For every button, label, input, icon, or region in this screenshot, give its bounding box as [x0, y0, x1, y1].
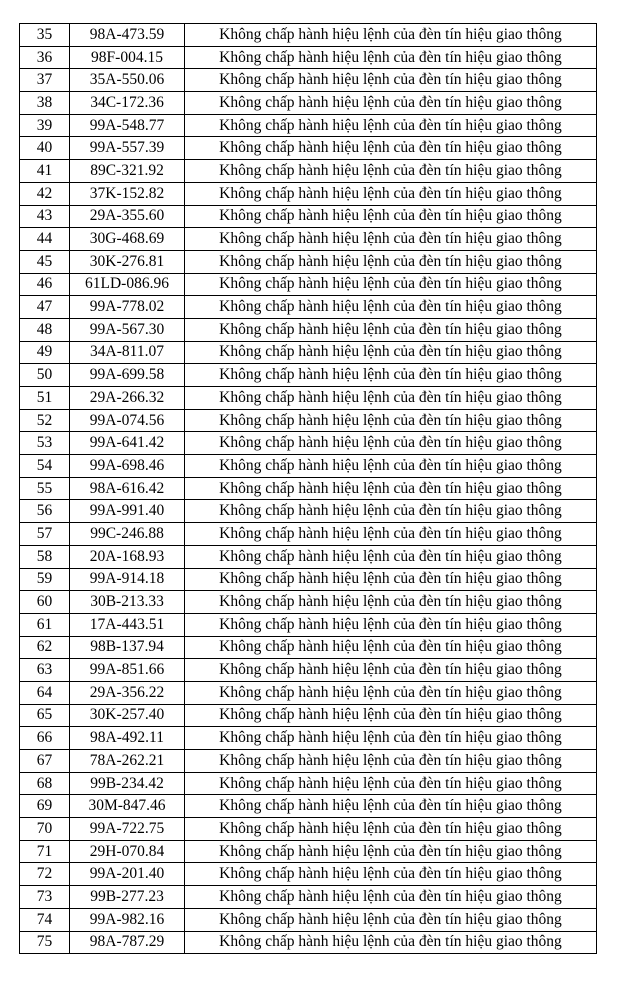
- row-number-cell: 75: [20, 931, 70, 954]
- license-plate-cell: 99A-641.42: [70, 432, 185, 455]
- license-plate-cell: 78A-262.21: [70, 750, 185, 773]
- violation-cell: Không chấp hành hiệu lệnh của đèn tín hiệu giao thông: [185, 545, 597, 568]
- violation-cell: Không chấp hành hiệu lệnh của đèn tín hiệu giao thông: [185, 273, 597, 296]
- license-plate-cell: 99A-201.40: [70, 863, 185, 886]
- row-number-cell: 53: [20, 432, 70, 455]
- violation-cell: Không chấp hành hiệu lệnh của đèn tín hiệu giao thông: [185, 432, 597, 455]
- table-row: [20, 659, 597, 682]
- license-plate-cell: 34A-811.07: [70, 341, 185, 364]
- violation-cell: Không chấp hành hiệu lệnh của đèn tín hiệu giao thông: [185, 931, 597, 954]
- table-row: [20, 591, 597, 614]
- violation-cell: Không chấp hành hiệu lệnh của đèn tín hiệu giao thông: [185, 228, 597, 251]
- table-row: [20, 250, 597, 273]
- row-number-cell: 50: [20, 364, 70, 387]
- row-number-cell: 45: [20, 250, 70, 273]
- license-plate-cell: 30G-468.69: [70, 228, 185, 251]
- license-plate-cell: 98A-616.42: [70, 477, 185, 500]
- table-row: [20, 455, 597, 478]
- license-plate-cell: 99A-074.56: [70, 409, 185, 432]
- table-row: [20, 863, 597, 886]
- row-number-cell: 60: [20, 591, 70, 614]
- table-row: [20, 931, 597, 954]
- row-number-cell: 39: [20, 114, 70, 137]
- row-number-cell: 38: [20, 92, 70, 115]
- table-row: [20, 908, 597, 931]
- table-row: [20, 818, 597, 841]
- table-row: [20, 296, 597, 319]
- table-row: [20, 24, 597, 47]
- violation-cell: Không chấp hành hiệu lệnh của đèn tín hiệu giao thông: [185, 387, 597, 410]
- violation-cell: Không chấp hành hiệu lệnh của đèn tín hiệu giao thông: [185, 477, 597, 500]
- violation-cell: Không chấp hành hiệu lệnh của đèn tín hiệu giao thông: [185, 114, 597, 137]
- row-number-cell: 63: [20, 659, 70, 682]
- table-row: [20, 137, 597, 160]
- license-plate-cell: 99A-851.66: [70, 659, 185, 682]
- row-number-cell: 69: [20, 795, 70, 818]
- violation-cell: Không chấp hành hiệu lệnh của đèn tín hiệu giao thông: [185, 205, 597, 228]
- table-row: [20, 273, 597, 296]
- table-row: [20, 318, 597, 341]
- violation-cell: Không chấp hành hiệu lệnh của đèn tín hiệu giao thông: [185, 500, 597, 523]
- violation-cell: Không chấp hành hiệu lệnh của đèn tín hiệu giao thông: [185, 250, 597, 273]
- license-plate-cell: 30B-213.33: [70, 591, 185, 614]
- violation-cell: Không chấp hành hiệu lệnh của đèn tín hiệu giao thông: [185, 92, 597, 115]
- table-row: [20, 114, 597, 137]
- license-plate-cell: 99A-778.02: [70, 296, 185, 319]
- license-plate-cell: 89C-321.92: [70, 160, 185, 183]
- license-plate-cell: 99B-277.23: [70, 886, 185, 909]
- violation-cell: Không chấp hành hiệu lệnh của đèn tín hiệu giao thông: [185, 296, 597, 319]
- table-row: [20, 523, 597, 546]
- violation-cell: Không chấp hành hiệu lệnh của đèn tín hiệu giao thông: [185, 24, 597, 47]
- license-plate-cell: 29A-355.60: [70, 205, 185, 228]
- license-plate-cell: 99B-234.42: [70, 772, 185, 795]
- violation-cell: Không chấp hành hiệu lệnh của đèn tín hiệu giao thông: [185, 772, 597, 795]
- violation-cell: Không chấp hành hiệu lệnh của đèn tín hiệu giao thông: [185, 727, 597, 750]
- violation-cell: Không chấp hành hiệu lệnh của đèn tín hiệu giao thông: [185, 636, 597, 659]
- license-plate-cell: 99A-698.46: [70, 455, 185, 478]
- violation-cell: Không chấp hành hiệu lệnh của đèn tín hiệu giao thông: [185, 69, 597, 92]
- row-number-cell: 52: [20, 409, 70, 432]
- row-number-cell: 49: [20, 341, 70, 364]
- violations-table: [19, 23, 597, 954]
- license-plate-cell: 29A-266.32: [70, 387, 185, 410]
- table-row: [20, 228, 597, 251]
- violation-cell: Không chấp hành hiệu lệnh của đèn tín hiệu giao thông: [185, 591, 597, 614]
- table-row: [20, 160, 597, 183]
- row-number-cell: 51: [20, 387, 70, 410]
- violation-cell: Không chấp hành hiệu lệnh của đèn tín hiệu giao thông: [185, 908, 597, 931]
- violation-cell: Không chấp hành hiệu lệnh của đèn tín hiệu giao thông: [185, 409, 597, 432]
- violation-cell: Không chấp hành hiệu lệnh của đèn tín hiệu giao thông: [185, 523, 597, 546]
- license-plate-cell: 35A-550.06: [70, 69, 185, 92]
- row-number-cell: 70: [20, 818, 70, 841]
- license-plate-cell: 29H-070.84: [70, 840, 185, 863]
- violation-cell: Không chấp hành hiệu lệnh của đèn tín hiệu giao thông: [185, 318, 597, 341]
- table-row: [20, 545, 597, 568]
- table-row: [20, 886, 597, 909]
- table-row: [20, 772, 597, 795]
- table-row: [20, 69, 597, 92]
- license-plate-cell: 99A-567.30: [70, 318, 185, 341]
- license-plate-cell: 30K-257.40: [70, 704, 185, 727]
- license-plate-cell: 98B-137.94: [70, 636, 185, 659]
- violation-cell: Không chấp hành hiệu lệnh của đèn tín hiệu giao thông: [185, 840, 597, 863]
- license-plate-cell: 99A-722.75: [70, 818, 185, 841]
- license-plate-cell: 30M-847.46: [70, 795, 185, 818]
- table-row: [20, 750, 597, 773]
- table-row: [20, 681, 597, 704]
- row-number-cell: 44: [20, 228, 70, 251]
- table-row: [20, 409, 597, 432]
- table-row: [20, 568, 597, 591]
- license-plate-cell: 99A-699.58: [70, 364, 185, 387]
- row-number-cell: 37: [20, 69, 70, 92]
- table-row: [20, 92, 597, 115]
- violation-cell: Không chấp hành hiệu lệnh của đèn tín hiệu giao thông: [185, 455, 597, 478]
- row-number-cell: 47: [20, 296, 70, 319]
- violation-cell: Không chấp hành hiệu lệnh của đèn tín hiệu giao thông: [185, 613, 597, 636]
- violation-cell: Không chấp hành hiệu lệnh của đèn tín hiệu giao thông: [185, 704, 597, 727]
- license-plate-cell: 61LD-086.96: [70, 273, 185, 296]
- row-number-cell: 68: [20, 772, 70, 795]
- row-number-cell: 71: [20, 840, 70, 863]
- row-number-cell: 58: [20, 545, 70, 568]
- violation-cell: Không chấp hành hiệu lệnh của đèn tín hiệu giao thông: [185, 659, 597, 682]
- license-plate-cell: 99A-557.39: [70, 137, 185, 160]
- violation-cell: Không chấp hành hiệu lệnh của đèn tín hiệu giao thông: [185, 182, 597, 205]
- row-number-cell: 59: [20, 568, 70, 591]
- license-plate-cell: 98A-473.59: [70, 24, 185, 47]
- row-number-cell: 35: [20, 24, 70, 47]
- table-row: [20, 795, 597, 818]
- table-row: [20, 704, 597, 727]
- row-number-cell: 54: [20, 455, 70, 478]
- violation-cell: Không chấp hành hiệu lệnh của đèn tín hiệu giao thông: [185, 795, 597, 818]
- row-number-cell: 61: [20, 613, 70, 636]
- license-plate-cell: 98F-004.15: [70, 46, 185, 69]
- table-row: [20, 613, 597, 636]
- license-plate-cell: 99A-914.18: [70, 568, 185, 591]
- row-number-cell: 42: [20, 182, 70, 205]
- row-number-cell: 73: [20, 886, 70, 909]
- row-number-cell: 43: [20, 205, 70, 228]
- license-plate-cell: 30K-276.81: [70, 250, 185, 273]
- table-row: [20, 387, 597, 410]
- violation-cell: Không chấp hành hiệu lệnh của đèn tín hiệu giao thông: [185, 46, 597, 69]
- row-number-cell: 66: [20, 727, 70, 750]
- row-number-cell: 55: [20, 477, 70, 500]
- table-row: [20, 182, 597, 205]
- violation-cell: Không chấp hành hiệu lệnh của đèn tín hiệu giao thông: [185, 341, 597, 364]
- table-row: [20, 840, 597, 863]
- violation-cell: Không chấp hành hiệu lệnh của đèn tín hiệu giao thông: [185, 160, 597, 183]
- row-number-cell: 36: [20, 46, 70, 69]
- table-row: [20, 432, 597, 455]
- violation-cell: Không chấp hành hiệu lệnh của đèn tín hiệu giao thông: [185, 886, 597, 909]
- table-row: [20, 341, 597, 364]
- license-plate-cell: 99A-982.16: [70, 908, 185, 931]
- license-plate-cell: 98A-787.29: [70, 931, 185, 954]
- violation-cell: Không chấp hành hiệu lệnh của đèn tín hiệu giao thông: [185, 681, 597, 704]
- row-number-cell: 72: [20, 863, 70, 886]
- violation-cell: Không chấp hành hiệu lệnh của đèn tín hiệu giao thông: [185, 750, 597, 773]
- row-number-cell: 64: [20, 681, 70, 704]
- table-row: [20, 727, 597, 750]
- violation-cell: Không chấp hành hiệu lệnh của đèn tín hiệu giao thông: [185, 863, 597, 886]
- license-plate-cell: 99C-246.88: [70, 523, 185, 546]
- row-number-cell: 48: [20, 318, 70, 341]
- row-number-cell: 62: [20, 636, 70, 659]
- violation-cell: Không chấp hành hiệu lệnh của đèn tín hiệu giao thông: [185, 364, 597, 387]
- license-plate-cell: 37K-152.82: [70, 182, 185, 205]
- license-plate-cell: 98A-492.11: [70, 727, 185, 750]
- row-number-cell: 57: [20, 523, 70, 546]
- license-plate-cell: 17A-443.51: [70, 613, 185, 636]
- license-plate-cell: 99A-548.77: [70, 114, 185, 137]
- license-plate-cell: 99A-991.40: [70, 500, 185, 523]
- table-row: [20, 636, 597, 659]
- row-number-cell: 40: [20, 137, 70, 160]
- table-row: [20, 46, 597, 69]
- row-number-cell: 74: [20, 908, 70, 931]
- table-row: [20, 205, 597, 228]
- table-row: [20, 500, 597, 523]
- row-number-cell: 46: [20, 273, 70, 296]
- violation-cell: Không chấp hành hiệu lệnh của đèn tín hiệu giao thông: [185, 568, 597, 591]
- row-number-cell: 41: [20, 160, 70, 183]
- table-row: [20, 364, 597, 387]
- table-row: [20, 477, 597, 500]
- violations-table-body: [20, 24, 597, 954]
- license-plate-cell: 20A-168.93: [70, 545, 185, 568]
- row-number-cell: 67: [20, 750, 70, 773]
- violation-cell: Không chấp hành hiệu lệnh của đèn tín hiệu giao thông: [185, 818, 597, 841]
- license-plate-cell: 29A-356.22: [70, 681, 185, 704]
- row-number-cell: 56: [20, 500, 70, 523]
- license-plate-cell: 34C-172.36: [70, 92, 185, 115]
- row-number-cell: 65: [20, 704, 70, 727]
- violation-cell: Không chấp hành hiệu lệnh của đèn tín hiệu giao thông: [185, 137, 597, 160]
